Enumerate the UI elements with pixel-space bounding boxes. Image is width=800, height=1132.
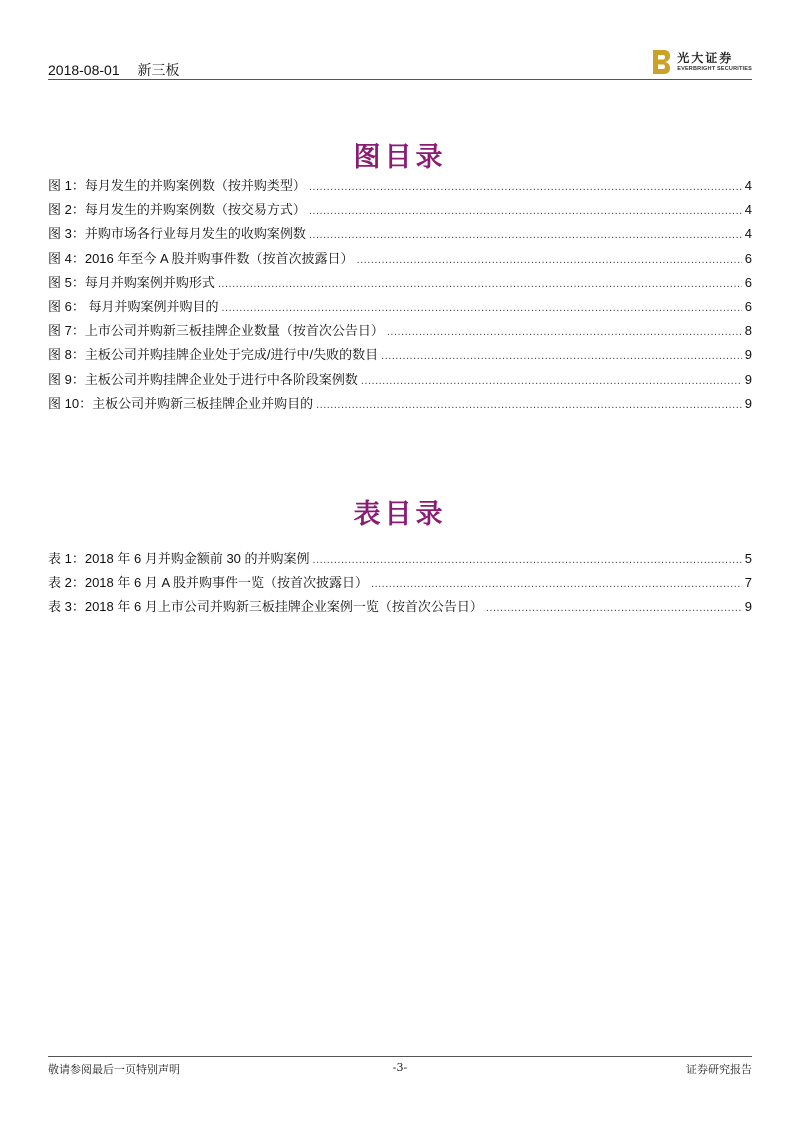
figure-toc-entry[interactable] (48, 174, 752, 198)
toc-leader-dots (221, 296, 741, 320)
figure-toc-entry-page: 6 (744, 274, 752, 290)
figure-toc-entry[interactable] (48, 295, 752, 319)
logo-chinese-name: 光大证券 (677, 51, 734, 65)
footer-divider (48, 1056, 752, 1057)
footer-disclaimer: 敬请参阅最后一页特别声明 (48, 1063, 180, 1076)
table-toc-entry-label: 表 3：2018 年 6 月上市公司并购新三板挂牌企业案例一览（按首次公告日） (48, 599, 483, 615)
toc-leader-dots (309, 199, 742, 223)
table-toc-entry-page: 9 (744, 599, 752, 615)
company-logo (653, 50, 752, 74)
figure-toc-entry-label: 图 3：并购市场各行业每月发生的收购案例数 (48, 226, 306, 242)
figure-toc-entry-label: 图 9：主板公司并购挂牌企业处于进行中各阶段案例数 (48, 371, 358, 387)
toc-leader-dots (357, 248, 742, 272)
figure-toc-entry-page: 6 (744, 250, 752, 266)
toc-leader-dots (371, 572, 742, 596)
table-toc-entry-label: 表 2：2018 年 6 月 A 股并购事件一览（按首次披露日） (48, 575, 369, 591)
figures-toc-title: 图目录 (353, 142, 447, 173)
figure-toc-entry-label: 图 10：主板公司并购新三板挂牌企业并购目的 (48, 395, 314, 411)
toc-leader-dots (218, 272, 742, 296)
report-category: 新三板 (137, 62, 180, 78)
figure-toc-entry[interactable] (48, 222, 752, 246)
toc-leader-dots (309, 175, 742, 199)
tables-toc-title: 表目录 (353, 499, 447, 530)
figure-toc-entry-page: 4 (744, 226, 752, 242)
figure-toc-entry[interactable] (48, 319, 752, 343)
figure-toc-entry[interactable] (48, 392, 752, 416)
logo-english-name: EVERBRIGHT SECURITIES (677, 66, 752, 72)
toc-leader-dots (313, 548, 742, 572)
figures-toc-list (48, 174, 752, 416)
figure-toc-entry-label: 图 6： 每月并购案例并购目的 (48, 298, 219, 314)
header-divider (48, 79, 752, 80)
figure-toc-entry[interactable] (48, 198, 752, 222)
table-toc-entry-page: 5 (744, 551, 752, 566)
toc-leader-dots (381, 344, 742, 368)
table-toc-entry[interactable] (48, 595, 752, 619)
figure-toc-entry-page: 4 (744, 178, 752, 193)
figure-toc-entry-label: 图 5：每月并购案例并购形式 (48, 274, 215, 290)
report-date: 2018-08-01 (48, 62, 120, 78)
table-toc-entry-label: 表 1：2018 年 6 月并购金额前 30 的并购案例 (48, 551, 310, 566)
figure-toc-entry-label: 图 8：主板公司并购挂牌企业处于完成/进行中/失败的数目 (48, 347, 379, 363)
footer-report-type: 证券研究报告 (686, 1063, 752, 1076)
toc-leader-dots (486, 596, 742, 620)
figure-toc-entry-page: 6 (744, 298, 752, 314)
figure-toc-entry-label: 图 1：每月发生的并购案例数（按并购类型） (48, 178, 306, 193)
page-number: -3- (392, 1061, 408, 1074)
tables-toc-list (48, 547, 752, 620)
page-footer (48, 1061, 752, 1079)
figure-toc-entry[interactable] (48, 247, 752, 271)
figure-toc-entry[interactable] (48, 343, 752, 367)
page-header (48, 50, 752, 80)
figure-toc-entry-page: 9 (744, 371, 752, 387)
toc-leader-dots (387, 320, 742, 344)
figure-toc-entry[interactable] (48, 271, 752, 295)
figure-toc-entry-label: 图 7：上市公司并购新三板挂牌企业数量（按首次公告日） (48, 323, 384, 339)
figure-toc-entry-page: 8 (744, 323, 752, 339)
toc-leader-dots (309, 223, 742, 247)
figure-toc-entry-page: 9 (744, 347, 752, 363)
table-toc-entry[interactable] (48, 547, 752, 571)
toc-leader-dots (361, 369, 742, 393)
everbright-logo-icon (653, 50, 671, 74)
logo-text (677, 51, 752, 73)
figure-toc-entry[interactable] (48, 368, 752, 392)
figure-toc-entry-page: 4 (744, 202, 752, 218)
figure-toc-entry-label: 图 2：每月发生的并购案例数（按交易方式） (48, 202, 306, 218)
table-toc-entry-page: 7 (744, 575, 752, 591)
figure-toc-entry-label: 图 4：2016 年至今 A 股并购事件数（按首次披露日） (48, 250, 354, 266)
header-left (48, 60, 180, 80)
figure-toc-entry-page: 9 (744, 395, 752, 411)
table-toc-entry[interactable] (48, 571, 752, 595)
toc-leader-dots (316, 393, 742, 417)
